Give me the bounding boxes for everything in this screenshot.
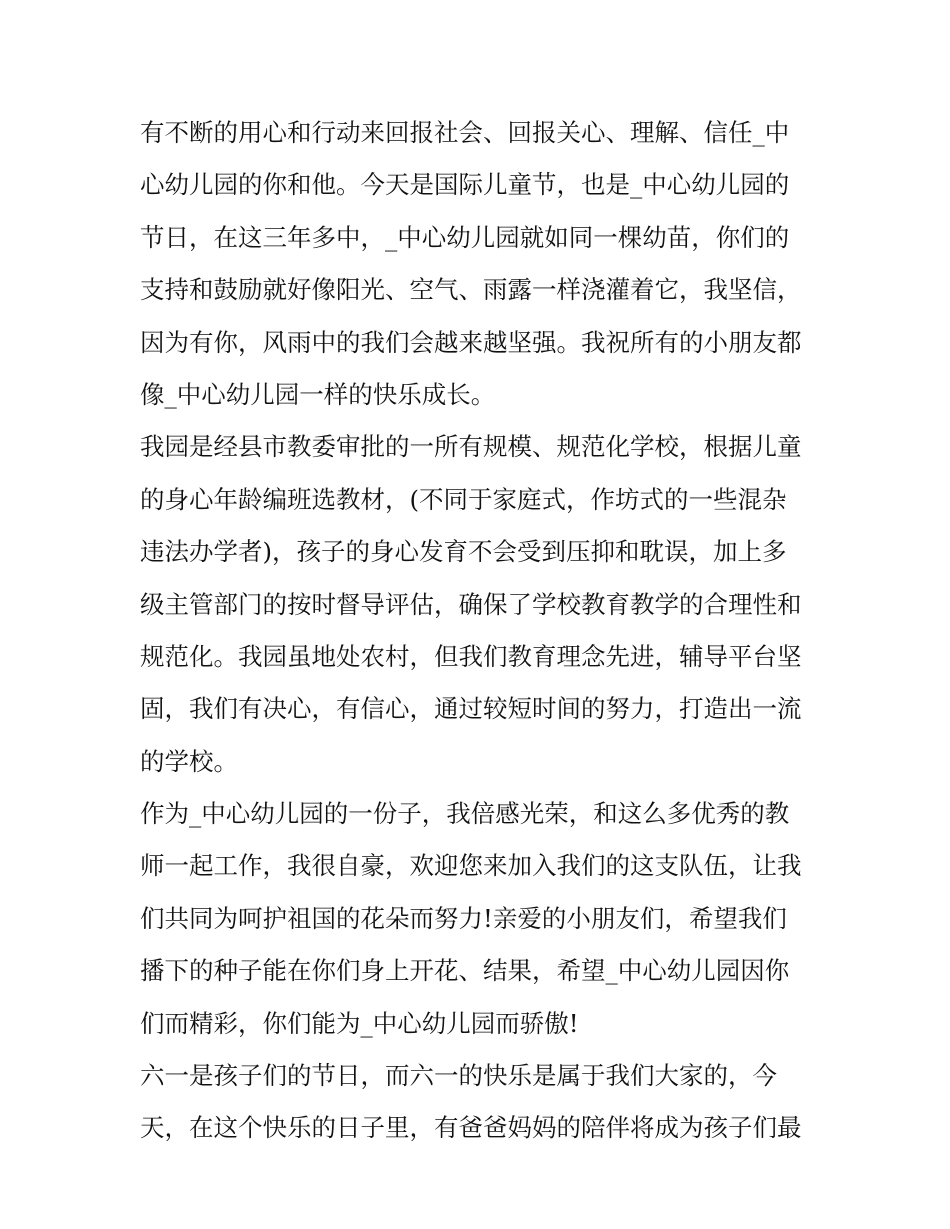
document-body [140,107,820,1155]
text-line: 作为_中心幼儿园的一份子，我倍感光荣，和这么多优秀的教 [140,799,790,829]
text-line: 违法办学者)，孩子的身心发育不会受到压抑和耽误，加上多 [140,537,787,567]
text-line: 节日，在这三年多中，_中心幼儿园就如同一棵幼苗，你们的 [140,222,790,252]
text-line: 因为有你，风雨中的我们会越来越坚强。我祝所有的小朋友都 [140,327,802,357]
text-line: 固，我们有决心，有信心，通过较短时间的努力，打造出一流 [140,694,802,724]
text-line: 六一是孩子们的节日，而六一的快乐是属于我们大家的，今 [140,1061,777,1091]
text-line: 师一起工作，我很自豪，欢迎您来加入我们的这支队伍，让我 [140,851,802,881]
text-line: 支持和鼓励就好像阳光、空气、雨露一样浇灌着它，我坚信， [140,275,802,305]
text-line: 规范化。我园虽地处农村，但我们教育理念先进，辅导平台坚 [140,641,802,671]
text-line: 播下的种子能在你们身上开花、结果，希望_中心幼儿园因你 [140,956,790,986]
text-line: 天，在这个快乐的日子里，有爸爸妈妈的陪伴将成为孩子们最 [140,1113,802,1143]
text-line: 我园是经县市教委审批的一所有规模、规范化学校，根据儿童 [140,432,802,462]
text-line: 的身心年龄编班选教材，(不同于家庭式，作坊式的一些混杂 [140,484,787,514]
text-line: 级主管部门的按时督导评估，确保了学校教育教学的合理性和 [140,589,802,619]
text-line: 心幼儿园的你和他。今天是国际儿童节，也是_中心幼儿园的 [140,170,790,200]
text-line: 们共同为呵护祖国的花朵而努力!亲爱的小朋友们，希望我们 [140,903,787,933]
text-line: 像_中心幼儿园一样的快乐成长。 [140,379,496,409]
text-line: 的学校。 [140,746,238,776]
text-line: 们而精彩，你们能为_中心幼儿园而骄傲! [140,1008,579,1038]
text-line: 有不断的用心和行动来回报社会、回报关心、理解、信任_中 [140,118,790,147]
